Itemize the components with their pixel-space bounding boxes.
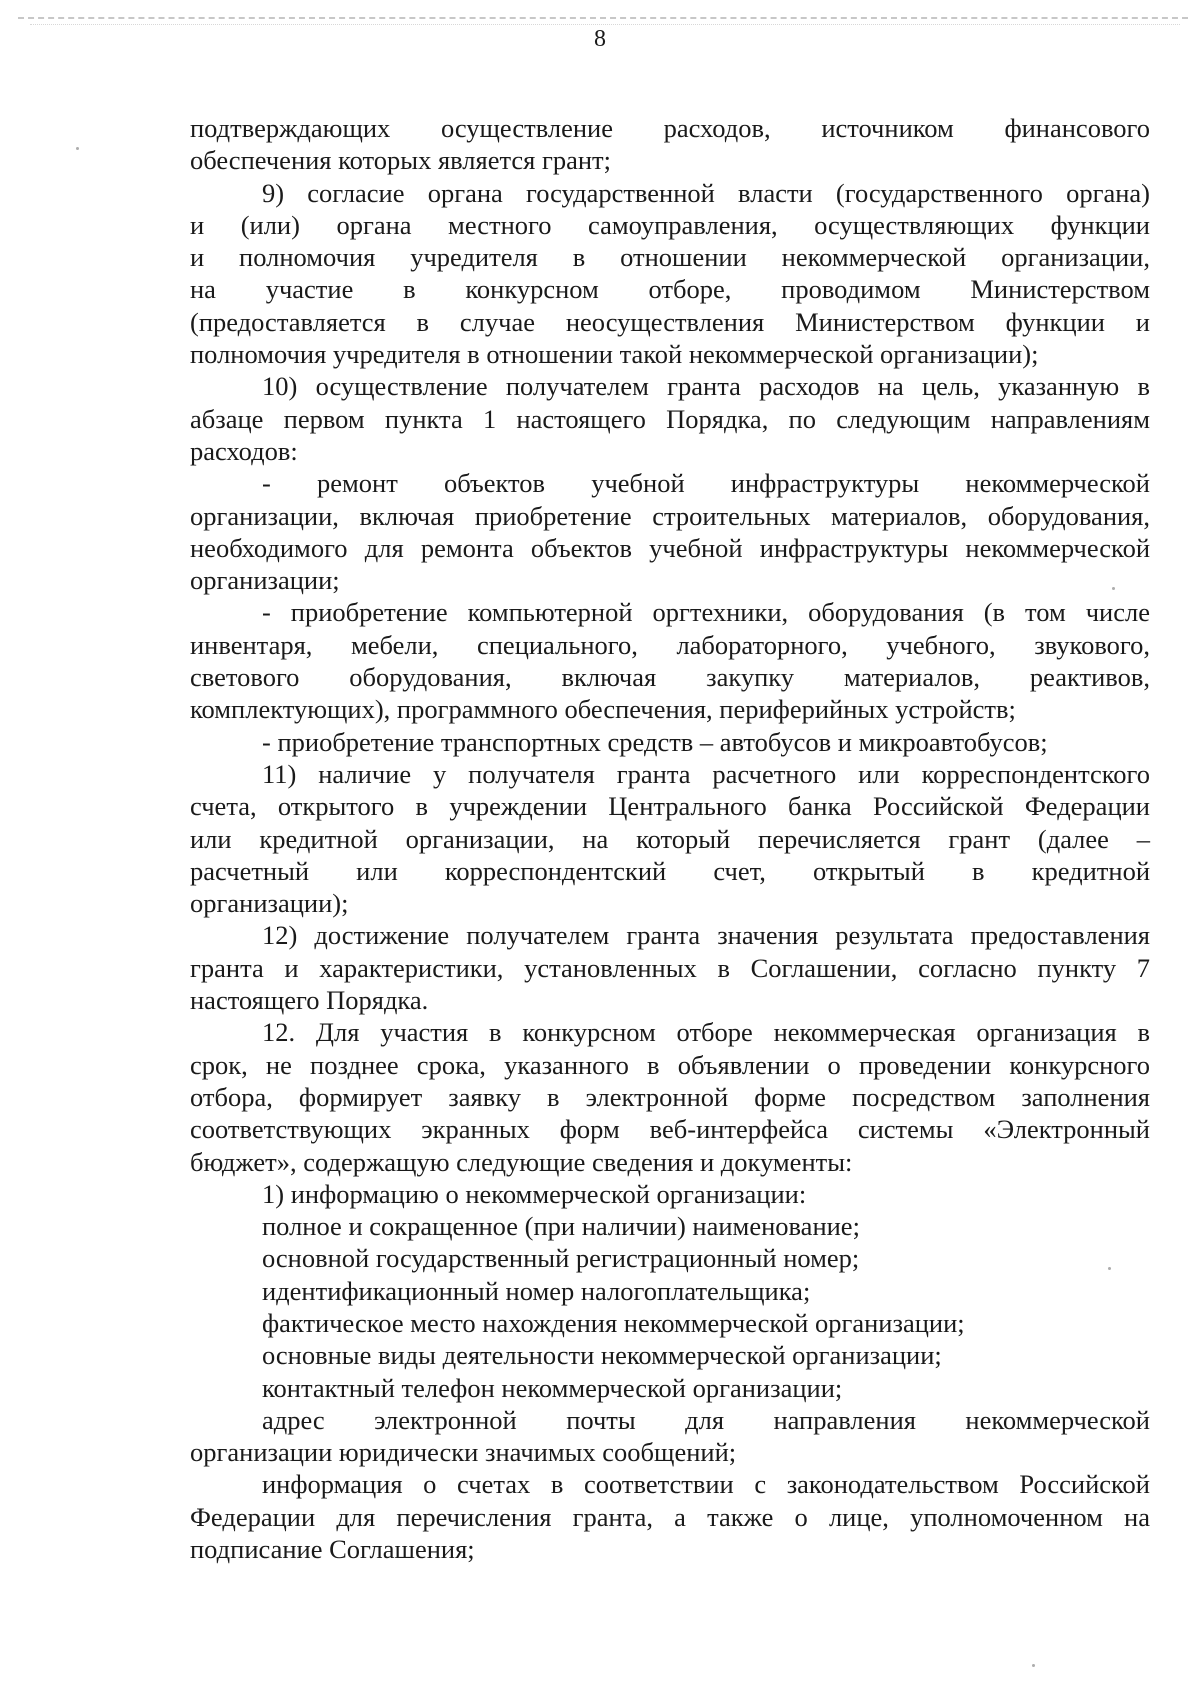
text-line: на участие в конкурсном отборе, проводимом Министерством [190, 274, 1150, 305]
page-number: 8 [594, 26, 606, 52]
scan-speck [76, 147, 79, 150]
text-line: полномочия учредителя в отношении такой некоммерческой организации); [190, 339, 1039, 370]
text-line: контактный телефон некоммерческой организации; [262, 1372, 843, 1403]
text-line: необходимого для ремонта объектов учебной инфраструктуры некоммерческой [190, 532, 1150, 563]
text-line: фактическое место нахождения некоммерческой организации; [262, 1307, 965, 1338]
text-line: срок, не позднее срока, указанного в объявлении о проведении конкурсного [190, 1049, 1150, 1080]
text-line: обеспечения которых является грант; [190, 145, 611, 176]
text-line: отбора, формирует заявку в электронной форме посредством заполнения [190, 1081, 1150, 1112]
text-line: расходов: [190, 435, 298, 466]
text-line: и полномочия учредителя в отношении некоммерческой организации, [190, 242, 1150, 273]
text-line: организации); [190, 888, 349, 919]
text-line: организации юридически значимых сообщений; [190, 1437, 737, 1468]
text-line: бюджет», содержащую следующие сведения и документы: [190, 1146, 853, 1177]
text-line: 9) согласие органа государственной власти (государственного органа) [262, 177, 1150, 208]
text-line: гранта и характеристики, установленных в Соглашении, согласно пункту 7 [190, 952, 1150, 983]
text-line: Федерации для перечисления гранта, а также о лице, уполномоченном на [190, 1501, 1150, 1532]
text-line: организации; [190, 565, 340, 596]
text-line: комплектующих), программного обеспечения, периферийных устройств; [190, 694, 1016, 725]
text-line: инвентаря, мебели, специального, лабораторного, учебного, звукового, [190, 629, 1150, 660]
text-line: настоящего Порядка. [190, 985, 429, 1016]
text-line: полное и сокращенное (при наличии) наименование; [262, 1211, 860, 1242]
text-line: подписание Соглашения; [190, 1534, 475, 1565]
text-line: и (или) органа местного самоуправления, осуществляющих функции [190, 209, 1150, 240]
text-line: светового оборудования, включая закупку материалов, реактивов, [190, 662, 1150, 693]
text-line: - приобретение компьютерной оргтехники, оборудования (в том числе [262, 597, 1150, 628]
text-line: или кредитной организации, на который перечисляется грант (далее – [190, 823, 1150, 854]
scan-speck [1032, 1664, 1035, 1667]
text-line: счета, открытого в учреждении Центрального банка Российской Федерации [190, 791, 1150, 822]
text-line: абзаце первом пункта 1 настоящего Порядка, по следующим направлениям [190, 403, 1150, 434]
text-line: 11) наличие у получателя гранта расчетного или корреспондентского [262, 758, 1150, 789]
text-line: организации, включая приобретение строительных материалов, оборудования, [190, 500, 1150, 531]
document-body [190, 112, 1150, 1565]
text-line: соответствующих экранных форм веб-интерфейса системы «Электронный [190, 1114, 1150, 1145]
text-line: адрес электронной почты для направления некоммерческой [262, 1404, 1150, 1435]
text-line: информация о счетах в соответствии с законодательством Российской [262, 1469, 1150, 1500]
text-line: 1) информацию о некоммерческой организации: [262, 1178, 807, 1209]
text-line: идентификационный номер налогоплательщика; [262, 1275, 811, 1306]
text-line: основные виды деятельности некоммерческой организации; [262, 1340, 942, 1371]
text-line: - приобретение транспортных средств – автобусов и микроавтобусов; [262, 726, 1048, 757]
text-line: основной государственный регистрационный номер; [262, 1243, 860, 1274]
text-line: - ремонт объектов учебной инфраструктуры некоммерческой [262, 468, 1150, 499]
text-line: 12) достижение получателем гранта значения результата предоставления [262, 920, 1150, 951]
text-line: (предоставляется в случае неосуществления Министерством функции и [190, 306, 1150, 337]
text-line: подтверждающих осуществление расходов, источником финансового [190, 113, 1150, 143]
text-line: расчетный или корреспондентский счет, открытый в кредитной [190, 855, 1150, 886]
text-line: 12. Для участия в конкурсном отборе некоммерческая организация в [262, 1017, 1150, 1048]
scan-edge-artifact [18, 17, 1188, 19]
text-line: 10) осуществление получателем гранта расходов на цель, указанную в [262, 371, 1150, 402]
